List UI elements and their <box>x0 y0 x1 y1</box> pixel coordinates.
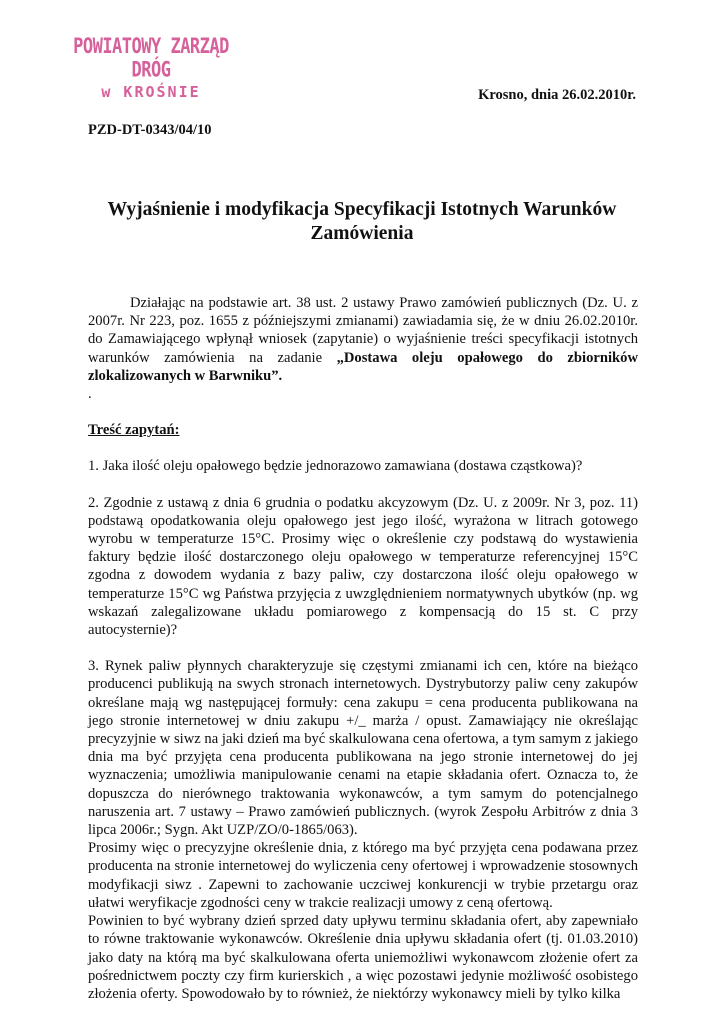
document-date: Krosno, dnia 26.02.2010r. <box>478 87 636 103</box>
document-title: Wyjaśnienie i modyfikacja Specyfikacji Istotnych Warunków Zamówienia <box>107 199 617 244</box>
question-2: 2. Zgodnie z ustawą z dnia 6 grudnia o podatku akcyzowym (Dz. U. z 2009r. Nr 3, poz. 11) podstawą opodatkowania oleju opałowego jest jego ilość, wyrażona w litrach gotowego wyrobu w temperaturze 15°C. Prosimy więc o określenie czy podstawą do wystawienia faktury będzie ilość dostarczonego oleju opałowego w temperaturze referencyjnej 15°C zgodna z dowodem wydania z bazy paliw, czy dostarczona ilość oleju opałowego w temperaturze 15°C wg Państwa przyjęcia z uwzględnieniem normatywnych ubytków (np. wg wskazań zalegalizowane układu pomiarowego z kompensacją do 15 st. C przy autocysternie)? <box>88 494 638 639</box>
intro-text: Działając na podstawie art. 38 ust. 2 ustawy Prawo zamówień publicznych (Dz. U. z 2007r. Nr 223, poz. 1655 z późniejszymi zmianami) zawiadamia się, że w dniu 26.02.2010r. do Zamawiającego wpłynął wniosek (zapytanie) o wyjaśnienie treści specyfikacji istotnych warunków zamówienia na zadanie <box>88 295 638 366</box>
question-3-paragraph-2: Prosimy więc o precyzyjne określenie dnia, z którego ma być przyjęta cena podawana przez producenta na stronie internetowej do wyliczenia ceny ofertowej i wprowadzenie stosownych modyfikacji siwz . Zapewni to zachowanie uczciwej konkurencji w trybie przetargu oraz ułatwi weryfikacje zgodności ceny w trakcie realizacji umowy z ceną ofertową. <box>88 840 638 911</box>
intro-paragraph <box>88 294 638 385</box>
question-3-paragraph-3: Powinien to być wybrany dzień sprzed daty upływu terminu składania ofert, aby zapewniało to równe traktowanie wykonawców. Określenie dnia upływu składania ofert (tj. 01.03.2010) jako daty na którą ma być skalkulowana oferta uniemożliwi wykonawcom złożenie ofert za pośrednictwem poczty czy firm kurierskich , a więc pozostawi jedynie możliwość osobistego złożenia oferty. Spowodowało by to również, że niektórzy wykonawcy mieli by tylko kilka <box>88 913 638 1002</box>
document-body <box>88 294 638 1003</box>
reference-number: PZD-DT-0343/04/10 <box>88 122 212 138</box>
task-name: „Dostawa oleju opałowego do zbiorników zlokalizowanych w Barwniku”. <box>88 349 638 384</box>
logo-line-1: POWIATOWY ZARZĄD DRÓG <box>73 34 229 83</box>
organization-logo <box>66 34 236 102</box>
question-3-paragraph-1: 3. Rynek paliw płynnych charakteryzuje się częstymi zmianami ich cen, które na bieżąco producenci publikują na swych stronach internetowych. Dystrybutorzy paliw ceny zakupów określane mają wg następującej formuły: cena zakupu = cena producenta publikowana na jego stronie internetowej w dniu zakupu +/_ marża / opust. Zamawiający nie określając precyzyjnie w siwz na jaki dzień ma być skalkulowana cena ofertowa, a tym samym z jakiego dnia ma być przyjęta cena producenta publikowana na jego stronie internetowej do jej wyznaczenia; umożliwia manipulowanie cenami na etapie składania ofert. Oznacza to, że dopuszcza do nierównego traktowania wykonawców, a tym samym do potencjalnego naruszenia art. 7 ustawy – Prawo zamówień publicznych. (wyrok Zespołu Arbitrów z dnia 3 lipca 2006r.; Sygn. Akt UZP/ZO/0-1865/063). <box>88 658 638 839</box>
question-1: 1. Jaka ilość oleju opałowego będzie jednorazowo zamawiana (dostawa cząstkowa)? <box>88 458 583 475</box>
logo-line-2: w KROŚNIE <box>101 83 201 102</box>
questions-heading: Treść zapytań: <box>88 422 180 439</box>
intro-trailing-dot: . <box>88 386 92 403</box>
